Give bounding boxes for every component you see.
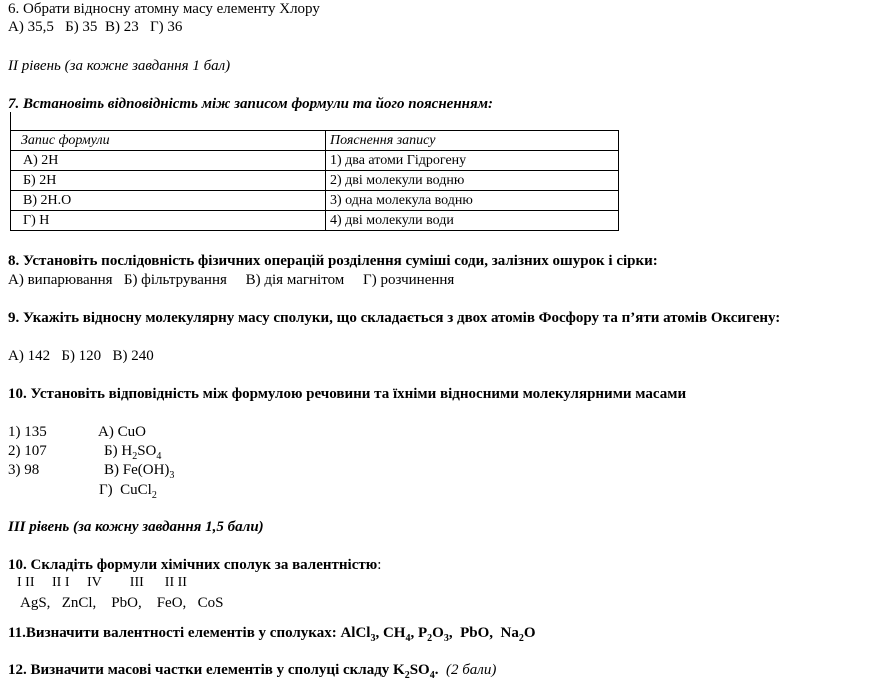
valence: II I (52, 575, 70, 590)
compound: CoS (197, 595, 224, 611)
formula-index: 2 (132, 451, 138, 462)
q10b-colon: : (377, 557, 382, 573)
formula-part: , (375, 625, 380, 641)
compound: FeO, (156, 595, 187, 611)
q10a-number-1: 1) 135 (8, 424, 47, 440)
formula-part: Fe(OH) (122, 462, 170, 478)
q10b-compounds (20, 594, 223, 612)
compound: ZnCl, (61, 595, 97, 611)
q12-note: (2 бали) (445, 662, 497, 678)
formula-part: O (523, 625, 536, 641)
q11-text-main: 11.Визначити валентності елементів у сполуках: (8, 625, 337, 641)
q10b-valences (17, 574, 187, 592)
table-divider (10, 112, 11, 130)
valence: III (129, 575, 144, 590)
q8-option-b: Б) фільтрування (123, 272, 227, 288)
valence: I II (17, 575, 35, 590)
formula-index: 4 (429, 670, 435, 681)
level2-heading: ІІ рівень (за кожне завдання 1 бал) (8, 58, 231, 74)
q6-option-a: А) 35,5 (8, 19, 54, 35)
q6-text: 6. Обрати відносну атомну масу елементу Хлору (8, 1, 320, 17)
q6-options (8, 18, 182, 36)
level3-heading: ІІІ рівень (за кожну завдання 1,5 бали) (8, 519, 264, 535)
row-explanation: 4) дві молекули води (326, 211, 619, 231)
q9-options (8, 347, 154, 365)
formula-part: P (417, 625, 428, 641)
q7-table (10, 130, 619, 231)
formula (393, 662, 439, 681)
formula-index: 2 (404, 670, 410, 681)
formula-part: , (448, 625, 453, 641)
q6-option-b: Б) 35 (65, 19, 98, 35)
table-row (11, 151, 619, 171)
formula-part: SO (409, 662, 430, 678)
q10b-text-main: 10. Складіть формули хімічних сполук за валентністю (8, 557, 378, 573)
formula (120, 482, 157, 501)
formula: PbO, (460, 625, 493, 641)
row-formula: Б) 2Н (11, 171, 326, 191)
option-letter: Г) (99, 482, 113, 498)
q8-option-d: Г) розчинення (363, 272, 455, 288)
valence: II II (164, 575, 187, 590)
q6-option-c: В) 23 (104, 19, 139, 35)
option-letter: Б) (104, 443, 118, 459)
formula-part: SO (137, 443, 157, 459)
formula-part: . (434, 662, 439, 678)
formula-part: Na (500, 625, 519, 641)
header-explanation: Пояснення запису (326, 131, 619, 151)
q8-option-a: А) випарювання (8, 272, 113, 288)
q12-text-main: 12. Визначити масові частки елементів у сполуці складу (8, 662, 390, 678)
q9-option-b: Б) 120 (61, 348, 102, 364)
q8-text: 8. Установіть послідовність фізичних операцій розділення суміші соди, залізних ошурок і сірки: (8, 253, 658, 269)
q9-option-c: В) 240 (112, 348, 154, 364)
formula-index: 2 (151, 490, 157, 501)
formula-index: 3 (443, 633, 449, 644)
formula-index: 3 (370, 633, 376, 644)
valence: IV (87, 575, 102, 590)
q10a-option-c (104, 461, 174, 479)
compound: PbO, (111, 595, 142, 611)
q8-option-c: В) дія магнітом (245, 272, 345, 288)
row-explanation: 1) два атоми Гідрогену (326, 151, 619, 171)
q9-option-a: А) 142 (8, 348, 51, 364)
q12-text (8, 661, 496, 679)
formula (340, 625, 380, 644)
formula-part: AlCl (340, 625, 371, 641)
option-letter: А) (98, 424, 114, 440)
compound: AgS, (20, 595, 51, 611)
formula-part: K (393, 662, 405, 678)
row-formula: В) 2Н.О (11, 191, 326, 211)
formula-index: 4 (405, 633, 411, 644)
option-letter: В) (104, 462, 119, 478)
formula: CuO (117, 424, 146, 440)
q10a-option-a (98, 423, 146, 441)
table-row (11, 211, 619, 231)
table-row (11, 171, 619, 191)
row-formula: Г) Н (11, 211, 326, 231)
formula-part: CuCl (120, 482, 152, 498)
q7-text: 7. Встановіть відповідність між записом формули та його поясненням: (8, 96, 493, 112)
formula-index: 2 (427, 633, 433, 644)
table-header-row (11, 131, 619, 151)
formula-part: H (121, 443, 133, 459)
q10a-option-d (99, 481, 157, 499)
formula (121, 443, 162, 462)
table-row (11, 191, 619, 211)
q10b-text (8, 556, 381, 574)
q10a-text: 10. Установіть відповідність між формулою речовини та їхніми відносними молекулярними масами (8, 386, 687, 402)
formula-index: 2 (518, 633, 524, 644)
formula-part: , (410, 625, 415, 641)
formula (382, 625, 415, 644)
row-formula: А) 2Н (11, 151, 326, 171)
formula-part: CH (382, 625, 406, 641)
header-formula: Запис формули (11, 131, 326, 151)
q6-option-d: Г) 36 (149, 19, 183, 35)
row-explanation: 3) одна молекула водню (326, 191, 619, 211)
formula-index: 3 (169, 470, 175, 481)
row-explanation: 2) дві молекули водню (326, 171, 619, 191)
formula (417, 625, 453, 644)
formula (500, 625, 536, 644)
q10a-number-2: 2) 107 (8, 443, 47, 459)
q10a-number-3: 3) 98 (8, 462, 40, 478)
q10a-option-b (104, 442, 161, 460)
q9-text: 9. Укажіть відносну молекулярну масу сполуки, що складається з двох атомів Фосфору та п’яти атомів Оксигену: (8, 310, 781, 326)
formula-index: 4 (156, 451, 162, 462)
formula (122, 462, 175, 481)
q8-options (8, 271, 454, 289)
formula-part: O (432, 625, 444, 641)
q11-text (8, 624, 536, 642)
